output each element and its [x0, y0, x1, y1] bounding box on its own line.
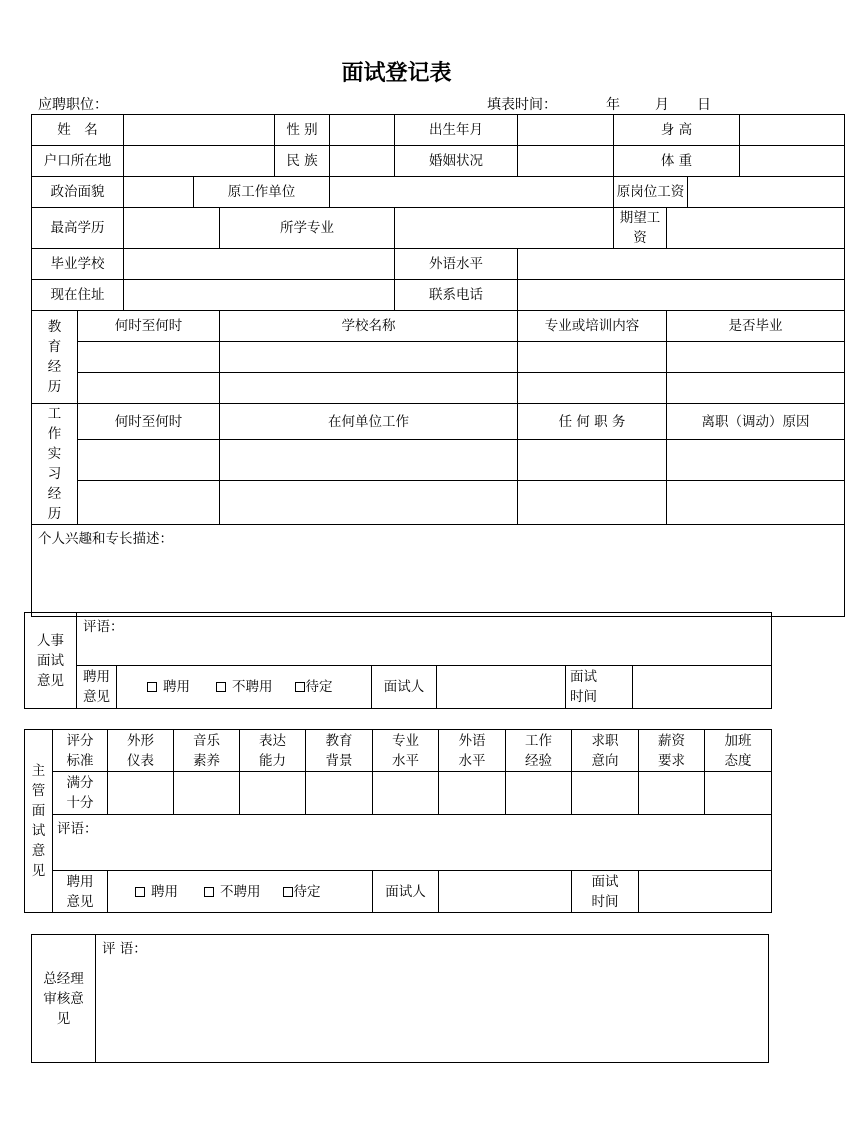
day-label: 日: [697, 97, 711, 113]
manager-decision-label: [53, 871, 108, 913]
manager-interviewer-field[interactable]: [439, 871, 572, 913]
edu-header-major: 专业或培训内容: [518, 311, 667, 342]
full-score-label: [53, 772, 108, 815]
manager-options: [108, 871, 373, 913]
hr-comment-label: 评语：: [83, 619, 124, 635]
hr-option-reject[interactable]: [216, 677, 273, 697]
prev-employer-field[interactable]: [330, 177, 614, 208]
work-header-position: 任 何 职 务: [518, 404, 667, 440]
marital-field[interactable]: [518, 146, 614, 177]
criterion-header: [506, 730, 572, 772]
score-cell[interactable]: [639, 772, 705, 815]
manager-interviewer-label: 面试人: [373, 871, 439, 913]
hr-options: [117, 666, 372, 709]
edu-cell[interactable]: [220, 373, 518, 404]
year-label: 年: [606, 97, 620, 113]
checkbox-icon[interactable]: [147, 682, 157, 692]
score-cell[interactable]: [306, 772, 373, 815]
work-cell[interactable]: [518, 480, 667, 524]
hr-option-reject-label: 不聘用: [232, 679, 273, 695]
criterion-header: [108, 730, 174, 772]
hr-decision-text: 聘用意见: [83, 669, 110, 705]
criterion-text: 薪资要求: [658, 732, 685, 769]
hr-option-hire-label: 聘用: [163, 679, 190, 695]
manager-time-text: 面试时间: [591, 873, 619, 910]
edu-cell[interactable]: [667, 373, 845, 404]
criteria-label-text: 评分标准: [66, 732, 94, 769]
height-label: 身 高: [614, 115, 740, 146]
manager-time-field[interactable]: [639, 871, 772, 913]
checkbox-icon[interactable]: [135, 887, 145, 897]
work-cell[interactable]: [220, 480, 518, 524]
checkbox-icon[interactable]: [283, 887, 293, 897]
hr-interviewer-label: 面试人: [372, 666, 437, 709]
school-field[interactable]: [124, 249, 395, 280]
hukou-field[interactable]: [124, 146, 275, 177]
criterion-text: 求职意向: [591, 732, 619, 769]
criterion-header: [639, 730, 705, 772]
birth-label: 出生年月: [395, 115, 518, 146]
full-score-text: 满分十分: [66, 775, 94, 811]
hukou-label: 户口所在地: [32, 146, 124, 177]
work-cell[interactable]: [220, 440, 518, 481]
score-cell[interactable]: [174, 772, 240, 815]
edu-header-school: 学校名称: [220, 311, 518, 342]
hr-option-pending[interactable]: [295, 677, 333, 697]
criterion-header: [572, 730, 639, 772]
checkbox-icon[interactable]: [204, 887, 214, 897]
score-cell[interactable]: [240, 772, 306, 815]
height-field[interactable]: [740, 115, 845, 146]
edu-cell[interactable]: [518, 373, 667, 404]
work-history-label: [32, 404, 78, 525]
political-label: 政治面貌: [32, 177, 124, 208]
criterion-header: [240, 730, 306, 772]
expected-salary-label: 期望工资: [614, 208, 667, 249]
score-cell[interactable]: [506, 772, 572, 815]
criterion-text: 音乐素养: [193, 732, 220, 769]
manager-option-hire[interactable]: [135, 882, 178, 902]
gm-label: [32, 935, 96, 1063]
work-cell[interactable]: [667, 480, 845, 524]
weight-field[interactable]: [740, 146, 845, 177]
school-label: 毕业学校: [32, 249, 124, 280]
edu-cell[interactable]: [518, 342, 667, 373]
score-cell[interactable]: [572, 772, 639, 815]
manager-option-pending-label: 待定: [293, 883, 321, 900]
checkbox-icon[interactable]: [295, 682, 305, 692]
name-field[interactable]: [124, 115, 275, 146]
manager-label: [25, 730, 53, 913]
page-title: 面试登记表: [341, 61, 452, 86]
hr-decision-label: [77, 666, 117, 709]
score-cell[interactable]: [705, 772, 772, 815]
criterion-header: [306, 730, 373, 772]
interests-field[interactable]: [32, 525, 845, 617]
manager-option-hire-label: 聘用: [151, 883, 178, 900]
gm-label-text: 总经理审核意见: [43, 970, 84, 1027]
manager-option-reject[interactable]: [204, 882, 261, 902]
work-header-period: 何时至何时: [78, 404, 220, 440]
gender-label: 性 别: [275, 115, 330, 146]
manager-opinion-table: [24, 729, 772, 913]
edu-cell[interactable]: [667, 342, 845, 373]
phone-field[interactable]: [518, 280, 845, 311]
score-cell[interactable]: [108, 772, 174, 815]
work-cell[interactable]: [667, 440, 845, 481]
manager-option-reject-label: 不聘用: [220, 883, 261, 900]
major-label: 所学专业: [220, 208, 395, 249]
criterion-text: 外形仪表: [127, 732, 154, 769]
manager-comment-field[interactable]: [53, 815, 772, 871]
criterion-header: [439, 730, 506, 772]
major-field[interactable]: [395, 208, 614, 249]
hr-interviewer-field[interactable]: [437, 666, 566, 709]
fill-time-label: 填表时间：: [487, 97, 557, 113]
manager-option-pending[interactable]: [283, 882, 321, 902]
edu-header-period: 何时至何时: [78, 311, 220, 342]
hr-label: [25, 613, 77, 709]
position-label: 应聘职位：: [38, 97, 108, 113]
hr-option-hire[interactable]: [147, 677, 190, 697]
edu-cell[interactable]: [78, 373, 220, 404]
criterion-text: 教育背景: [325, 732, 353, 769]
work-history-text: 工作实习经历: [47, 406, 62, 522]
work-cell[interactable]: [78, 440, 220, 481]
political-field[interactable]: [124, 177, 194, 208]
expected-salary-field[interactable]: [667, 208, 845, 249]
education-history-text: 教育经历: [47, 319, 62, 395]
gm-comment-label: 评 语：: [102, 941, 147, 957]
hr-opinion-table: [24, 612, 772, 709]
hr-time-field[interactable]: [633, 666, 772, 709]
gender-field[interactable]: [330, 115, 395, 146]
ethnicity-field[interactable]: [330, 146, 395, 177]
manager-comment-label: 评语：: [57, 821, 98, 837]
month-label: 月: [655, 97, 669, 113]
language-field[interactable]: [518, 249, 845, 280]
language-label: 外语水平: [395, 249, 518, 280]
criterion-text: 加班态度: [724, 732, 752, 769]
address-field[interactable]: [124, 280, 395, 311]
gm-comment-field[interactable]: [96, 935, 769, 1063]
work-cell[interactable]: [78, 480, 220, 524]
gm-review-table: [31, 934, 769, 1063]
criterion-text: 工作经验: [525, 732, 552, 769]
education-field[interactable]: [124, 208, 220, 249]
manager-decision-text: 聘用意见: [66, 873, 94, 910]
manager-label-text: 主管面试意见: [31, 763, 46, 879]
hr-time-text: 面试时间: [570, 669, 597, 705]
manager-time-label: [572, 871, 639, 913]
hr-time-label: [566, 666, 633, 709]
weight-label: 体 重: [614, 146, 740, 177]
prev-salary-field[interactable]: [688, 177, 845, 208]
address-label: 现在住址: [32, 280, 124, 311]
checkbox-icon[interactable]: [216, 682, 226, 692]
prev-salary-label: 原岗位工资: [614, 177, 688, 208]
work-header-reason: 离职（调动）原因: [667, 404, 845, 440]
registration-table: [31, 114, 845, 617]
education-label: 最高学历: [32, 208, 124, 249]
score-cell[interactable]: [373, 772, 439, 815]
criterion-header: [174, 730, 240, 772]
hr-label-text: 人事面试意见: [37, 632, 64, 689]
criterion-header: [705, 730, 772, 772]
criterion-text: 专业水平: [392, 732, 419, 769]
prev-employer-label: 原工作单位: [194, 177, 330, 208]
criterion-text: 外语水平: [458, 732, 486, 769]
interests-label: 个人兴趣和专长描述：: [38, 531, 173, 547]
edu-cell[interactable]: [78, 342, 220, 373]
score-cell[interactable]: [439, 772, 506, 815]
criterion-header: [373, 730, 439, 772]
name-label: 姓 名: [32, 115, 124, 146]
criteria-label: [53, 730, 108, 772]
hr-option-pending-label: 待定: [305, 679, 333, 695]
phone-label: 联系电话: [395, 280, 518, 311]
hr-comment-field[interactable]: [77, 613, 772, 666]
work-header-employer: 在何单位工作: [220, 404, 518, 440]
marital-label: 婚姻状况: [395, 146, 518, 177]
education-history-label: [32, 311, 78, 404]
criterion-text: 表达能力: [259, 732, 286, 769]
birth-field[interactable]: [518, 115, 614, 146]
edu-header-graduated: 是否毕业: [667, 311, 845, 342]
edu-cell[interactable]: [220, 342, 518, 373]
work-cell[interactable]: [518, 440, 667, 481]
ethnicity-label: 民 族: [275, 146, 330, 177]
